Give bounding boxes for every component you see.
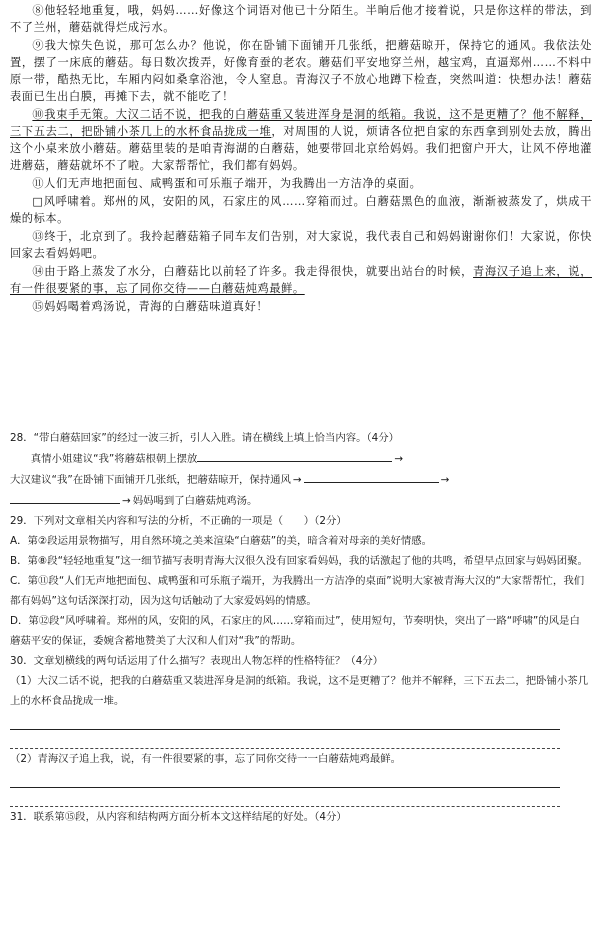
arrow-icon: → xyxy=(394,453,404,465)
paragraph-10 xyxy=(10,106,592,174)
story-text xyxy=(10,2,592,315)
option-b[interactable]: B．第⑧段“轻轻地重复”这一细节描写表明青海大汉很久没有回家看妈妈，我的话激起了他的共鸣，希望早点回家与妈妈团聚。 xyxy=(10,555,588,567)
q28-line-3 xyxy=(10,490,590,511)
question-31: 31．联系第⑮段，从内容和结构两方面分析本文这样结尾的好处。（4分） xyxy=(10,811,347,823)
answer-line[interactable] xyxy=(10,711,560,730)
option-c[interactable]: C．第⑪段“人们无声地把面包、咸鸭蛋和可乐瓶子端开，为我腾出一方洁净的桌面”说明大家被青海大汉的“大家帮帮忙，我们都有妈妈”这句话深深打动，因为这句话触动了大家爱妈妈的情感。 xyxy=(10,575,585,607)
q28-blank-3[interactable] xyxy=(10,490,120,504)
paragraph-11: ⑪人们无声地把面包、咸鸭蛋和可乐瓶子端开，为我腾出一方洁净的桌面。 xyxy=(32,177,422,190)
q28-line-1 xyxy=(10,448,590,469)
question-29: 29．下列对文章相关内容和写法的分析，不正确的一项是（ ）（2分） xyxy=(10,515,347,527)
paragraph-13: ⑬终于，北京到了。我拎起蘑菇箱子同车友们告别，对大家说，我代表自己和妈妈谢谢你们！大家说，你快回家去看妈妈吧。 xyxy=(10,230,592,260)
paragraph-10-rest: ，对周围的人说，烦请各位把自家的东西拿到别处去放，腾出这个小桌来放小蘑菇。蘑菇里装的是咱青海湖的白蘑菇，她要带回北京给妈妈。我们把窗户开大，让风不停地灌进蘑菇，蘑菇就坏不了啦。大家帮帮忙，我们都有妈妈。 xyxy=(10,125,593,172)
paragraph-15: ⑮妈妈喝着鸡汤说，青海的白蘑菇味道真好！ xyxy=(32,300,269,313)
paragraph-9: ⑨我大惊失色说，那可怎么办？他说，你在卧铺下面铺开几张纸，把蘑菇晾开，保持它的通风。我依法处置，摆了一床底的蘑菇。每日数次拨弄，好像育蚕的老农。蘑菇们平安地穿兰州，越宝鸡，直逼郑州……不料中原一带，酷热无比，车厢内闷如桑拿浴池，令人窒息。青海汉子不放心地蹲下检查，突然叫道：快想办法！蘑菇表面已生出白膜，再摊下去，就不能吃了！ xyxy=(10,39,592,103)
option-a[interactable]: A．第②段运用景物描写，用自然环境之美来渲染“白蘑菇”的美，暗含着对母亲的美好情感。 xyxy=(10,535,433,547)
q28-text-2: 大汉建议“我”在卧铺下面铺开几张纸，把蘑菇晾开，保持通风 xyxy=(10,474,291,486)
q28-blank-2[interactable] xyxy=(304,469,439,483)
questions xyxy=(10,428,590,827)
answer-line[interactable] xyxy=(10,730,560,749)
arrow-icon: → xyxy=(122,495,131,507)
question-30-part-1: （1）大汉二话不说，把我的白蘑菇重又装进浑身是洞的纸箱。我说，这不是更糟了？他并不解释，三下五去二，把卧铺小茶几上的水杯食品拢成一堆。 xyxy=(10,675,589,707)
answer-line[interactable] xyxy=(10,769,560,788)
q28-text-3: 妈妈喝到了白蘑菇炖鸡汤。 xyxy=(132,495,258,507)
question-30: 30．文章划横线的两句话运用了什么描写？表现出人物怎样的性格特征？（4分） xyxy=(10,655,384,667)
underlined-sentence-1: ⑩我束手无策。大汉二话不说，把我的白蘑菇重又装进浑身是洞的纸箱。我说，这不是更糟了？他不解释，三下五去二，把卧铺小茶几上的水杯食品拢成一堆 xyxy=(10,108,592,138)
paragraph-14 xyxy=(10,263,592,297)
paragraph-8: ⑧他轻轻地重复，哦，妈妈……好像这个词语对他已十分陌生。半晌后他才接着说，只是你这样的带法，到不了兰州，蘑菇就得烂成污水。 xyxy=(10,4,592,34)
arrow-icon: → xyxy=(292,474,302,486)
question-30-part-2: （2）青海汉子追上我，说，有一件很要紧的事，忘了同你交待一一白蘑菇炖鸡最鲜。 xyxy=(10,753,402,765)
option-d[interactable]: D．第⑫段“风呼啸着。郑州的风，安阳的风，石家庄的风……穿箱而过”，使用短句，节奏明快，突出了一路“呼啸”的风是白蘑菇平安的保证，委婉含蓄地赞美了大汉和人们对“我”的帮助。 xyxy=(10,615,580,647)
q28-line-2 xyxy=(10,469,590,490)
arrow-icon: → xyxy=(440,474,450,486)
underlined-sentence-2: 青海汉子追上来，说，有一件很要紧的事，忘了同你交待——白蘑菇炖鸡最鲜。 xyxy=(10,265,592,295)
paragraph-14-text: ⑭由于路上蒸发了水分，白蘑菇比以前轻了许多。我走得很快，就要出站台的时候， xyxy=(32,265,474,278)
answer-line[interactable] xyxy=(10,788,560,807)
question-28: 28．“带白蘑菇回家”的经过一波三折，引人入胜。请在横线上填上恰当内容。（4分） xyxy=(10,432,400,444)
q28-blank-1[interactable] xyxy=(197,448,392,462)
paragraph-12: □风呼啸着。郑州的风，安阳的风，石家庄的风……穿箱而过。白蘑菇黑色的血液，渐渐被蒸发了，烘成干燥的标本。 xyxy=(10,195,592,225)
q28-text-1: 真情小姐建议“我”将蘑菇根朝上摆放 xyxy=(30,453,198,465)
